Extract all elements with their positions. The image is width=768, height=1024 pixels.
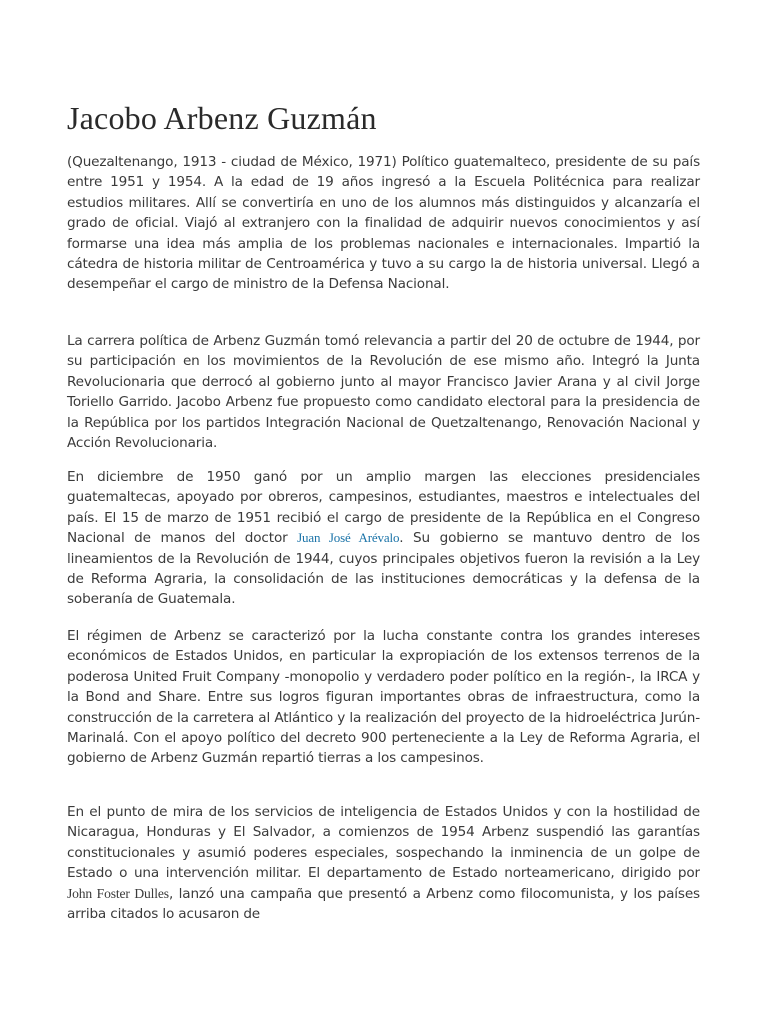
paragraph-presidency	[67, 467, 700, 610]
paragraph-text: En diciembre de 1950 ganó por un amplio margen las elecciones presidenciales guatemaltecas, apoyado por obreros, campesinos, estudiantes, maestros e intelectuales del país. El 15 de marzo de 1951 recibió el cargo de presidente de la República en el Congreso Nacional de manos del doctor	[67, 469, 700, 547]
juan-jose-arevalo-link[interactable]: Juan José Arévalo	[297, 530, 400, 546]
paragraph-text: , lanzó una campaña que presentó a Arbenz como filocomunista, y los países arriba citados lo acusaron de	[67, 885, 700, 923]
paragraph-biography-intro: (Quezaltenango, 1913 - ciudad de México, 1971) Político guatemalteco, presidente de su país entre 1951 y 1954. A la edad de 19 años ingresó a la Escuela Politécnica para realizar estudios militares. Allí se convertiría en uno de los alumnos más distinguidos y alcanzaría el grado de oficial. Viajó al extranjero con la finalidad de adquirir nuevos conocimientos y así formarse una idea más amplia de los problemas nacionales e internacionales. Impartió la cátedra de historia militar de Centroamérica y tuvo a su cargo la de historia universal. Llegó a desempeñar el cargo de ministro de la Defensa Nacional.	[67, 154, 700, 293]
paragraph-regime: El régimen de Arbenz se caracterizó por la lucha constante contra los grandes intereses económicos de Estados Unidos, en particular la expropiación de los extensos terrenos de la poderosa United Fruit Company -monopolio y verdadero poder político en la región-, la IRCA y la Bond and Share. Entre sus logros figuran importantes obras de infraestructura, como la construcción de la carretera al Atlántico y la realización del proyecto de la hidroeléctrica Jurún-Marinalá. Con el apoyo político del decreto 900 perteneciente a la Ley de Reforma Agraria, el gobierno de Arbenz Guzmán repartió tierras a los campesinos.	[67, 628, 700, 767]
paragraph-political-career: La carrera política de Arbenz Guzmán tomó relevancia a partir del 20 de octubre de 1944, por su participación en los movimientos de la Revolución de ese mismo año. Integró la Junta Revolucionaria que derrocó al gobierno junto al mayor Francisco Javier Arana y al civil Jorge Toriello Garrido. Jacobo Arbenz fue propuesto como candidato electoral para la presidencia de la República por los partidos Integración Nacional de Quetzaltenango, Renovación Nacional y Acción Revolucionaria.	[67, 333, 700, 452]
paragraph-text: . Su gobierno se mantuvo dentro de los lineamientos de la Revolución de 1944, cuyos principales objetivos fueron la revisión a la Ley de Reforma Agraria, la consolidación de las instituciones democráticas y la defensa de la soberanía de Guatemala.	[67, 530, 700, 608]
john-foster-dulles-name: John Foster Dulles	[67, 885, 169, 901]
paragraph-us-intervention	[67, 802, 700, 926]
paragraph-text: En el punto de mira de los servicios de inteligencia de Estados Unidos y con la hostilidad de Nicaragua, Honduras y El Salvador, a comienzos de 1954 Arbenz suspendió las garantías constitucionales y asumió poderes especiales, sospechando la inminencia de un golpe de Estado o una intervención militar. El departamento de Estado norteamericano, dirigido por	[67, 804, 700, 882]
page-title: Jacobo Arbenz Guzmán	[67, 100, 377, 136]
